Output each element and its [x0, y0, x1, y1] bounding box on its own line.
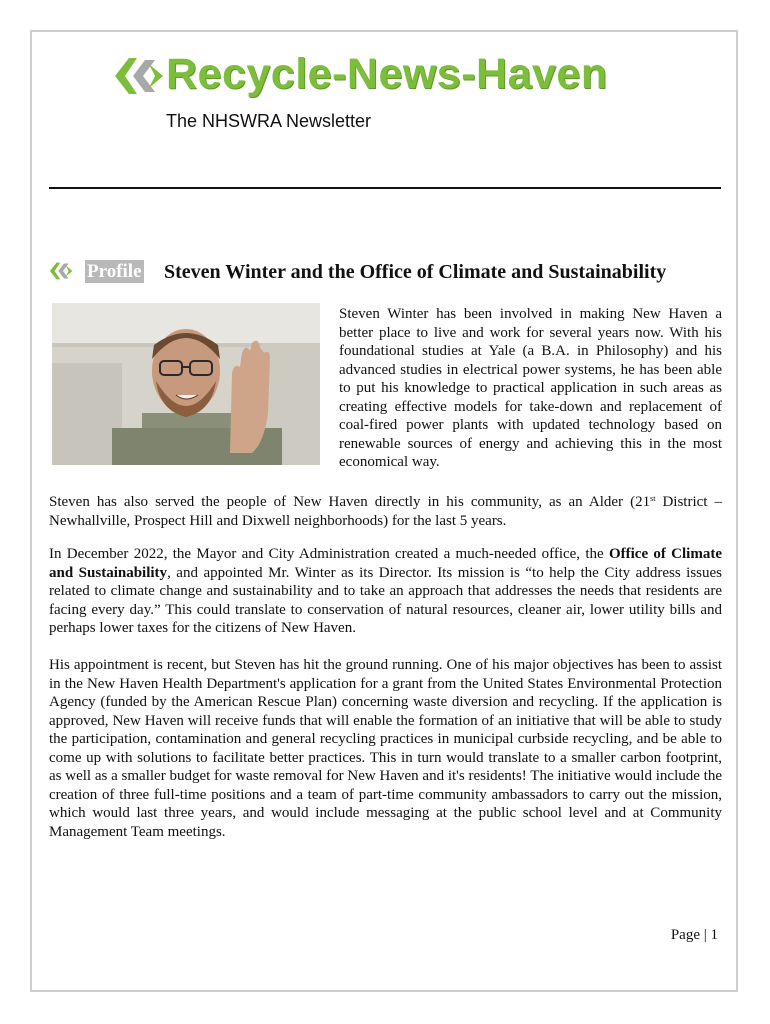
- header-divider: [49, 187, 721, 189]
- profile-tag: Profile: [87, 261, 142, 282]
- recycle-arrows-icon: [113, 54, 173, 98]
- intro-paragraph: Steven Winter has been involved in making New Haven a better place to live and work for several years now. With his foundational studies at Yale (a B.A. in Philosophy) and his advanced studies in electrical power systems, he has been able to put his knowledge to practical application in such areas as creating effective models for take-down and replacement of coal-fired power plants with updated technology based on renewable sources of energy and achieving this in the most economical way.: [339, 306, 722, 470]
- alder-paragraph: Steven has also served the people of New Haven directly in his community, as an Alder (21st District – Newhallville, Prospect Hill and Dixwell neighborhoods) for the last 5 years.: [49, 494, 722, 529]
- newsletter-subtitle: The NHSWRA Newsletter: [166, 111, 372, 131]
- portrait-photo: [52, 303, 320, 465]
- article-title: Steven Winter and the Office of Climate and Sustainability: [164, 261, 667, 283]
- newsletter-brand: Recycle-News-Haven: [166, 50, 608, 98]
- page-number: Page | 1: [670, 927, 718, 943]
- objectives-paragraph: His appointment is recent, but Steven has hit the ground running. One of his major objectives has been to assist in the New Haven Health Department's application for a grant from the United States Environmental Protection Agency (funded by the American Rescue Plan) concerning waste diversion and recycling. If the application is approved, New Haven will receive funds that will enable the formation of an initiative that will be able to study the participation, contamination and general recycling practices in municipal curbside recycling, and be able to come up with solutions to facilitate better practices. This in turn would translate to a smaller carbon footprint, as well as a smaller budget for waste removal for New Haven and it's residents! The initiative would include the creation of three full-time positions and a team of part-time community ambassadors to carry out the mission, which would last three years, and would include messaging at the public school level and at Community Management Team meetings.: [49, 657, 722, 840]
- office-name: Office of Climate and Sustainability: [49, 546, 722, 581]
- office-paragraph: In December 2022, the Mayor and City Administration created a much-needed office, the Office of Climate and Sustainability, and appointed Mr. Winter as its Director. Its mission is “to help the City address issues related to climate change and sustainability and to take an approach that addresses the needs that residents are facing every day.” This could translate to conservation of natural resources, cleaner air, lower utility bills and perhaps lower taxes for the citizens of New Haven.: [49, 546, 722, 636]
- recycle-arrows-icon: [49, 260, 77, 282]
- section-header: [49, 259, 729, 287]
